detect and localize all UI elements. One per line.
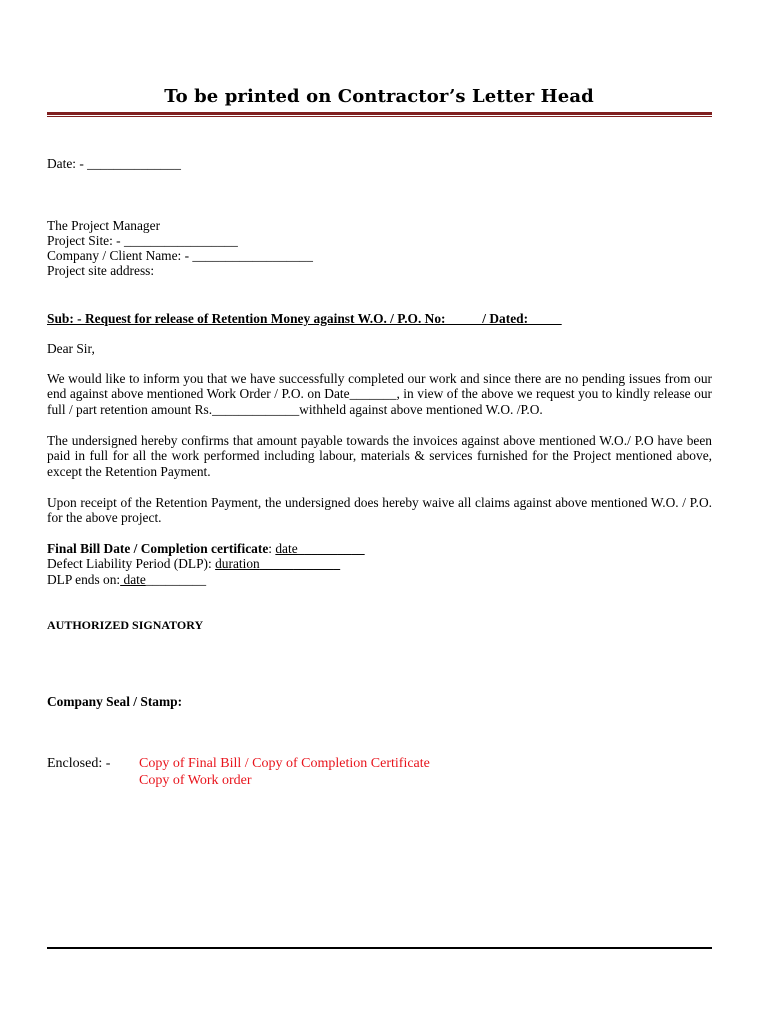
final-bill-label: Final Bill Date / Completion certificate bbox=[47, 541, 269, 556]
final-bill-blank: __________ bbox=[297, 541, 365, 556]
enclosure-item-1: Copy of Final Bill / Copy of Completion Certificate bbox=[139, 756, 430, 771]
footer-rule bbox=[47, 947, 712, 949]
enclosure-item-2: Copy of Work order bbox=[139, 773, 252, 788]
subject-line: Sub: - Request for release of Retention Money against W.O. / P.O. No:_____ / Dated:_____ bbox=[47, 311, 562, 326]
header-rule-thin bbox=[47, 116, 712, 117]
dlp-period-value: duration bbox=[215, 556, 260, 571]
body-paragraph-1: We would like to inform you that we have successfully completed our work and since there are no pending issues from our end against above mentioned Work Order / P.O. on Date_______, in view of the above we request you to kindly release our full / part retention amount Rs._____________withheld against above mentioned W.O. /P.O. bbox=[47, 371, 712, 417]
body-paragraph-2: The undersigned hereby confirms that amount payable towards the invoices against above mentioned W.O./ P.O have been paid in full for all the work performed including labour, materials & services furnished for the Project mentioned above, except the Retention Payment. bbox=[47, 433, 712, 479]
header-rule-thick bbox=[47, 112, 712, 115]
dlp-period-blank: ____________ bbox=[259, 556, 341, 571]
company-seal-label: Company Seal / Stamp: bbox=[47, 694, 183, 709]
dlp-period-label: Defect Liability Period (DLP): bbox=[47, 556, 216, 571]
authorized-signatory: AUTHORIZED SIGNATORY bbox=[47, 618, 204, 632]
final-bill-value: date bbox=[275, 541, 298, 556]
dlp-ends-label: DLP ends on: bbox=[47, 572, 121, 587]
address-site-address: Project site address: bbox=[47, 263, 155, 278]
enclosed-label: Enclosed: - bbox=[47, 756, 111, 771]
dlp-ends-line bbox=[47, 572, 206, 587]
address-company-client: Company / Client Name: - __________________ bbox=[47, 248, 313, 263]
body-paragraph-3: Upon receipt of the Retention Payment, the undersigned does hereby waive all claims against above mentioned W.O. / P.O. for the above project. bbox=[47, 495, 712, 526]
final-bill-separator: : bbox=[268, 541, 276, 556]
letterhead-heading: To be printed on Contractor’s Letter Head bbox=[164, 86, 594, 107]
date-line: Date: - ______________ bbox=[47, 156, 181, 171]
salutation: Dear Sir, bbox=[47, 341, 95, 356]
dlp-ends-blank: _________ bbox=[145, 572, 207, 587]
address-project-site: Project Site: - _________________ bbox=[47, 233, 238, 248]
dlp-period-line bbox=[47, 556, 340, 571]
final-bill-line bbox=[47, 541, 365, 556]
dlp-ends-value: date bbox=[120, 572, 146, 587]
address-recipient: The Project Manager bbox=[47, 218, 161, 233]
